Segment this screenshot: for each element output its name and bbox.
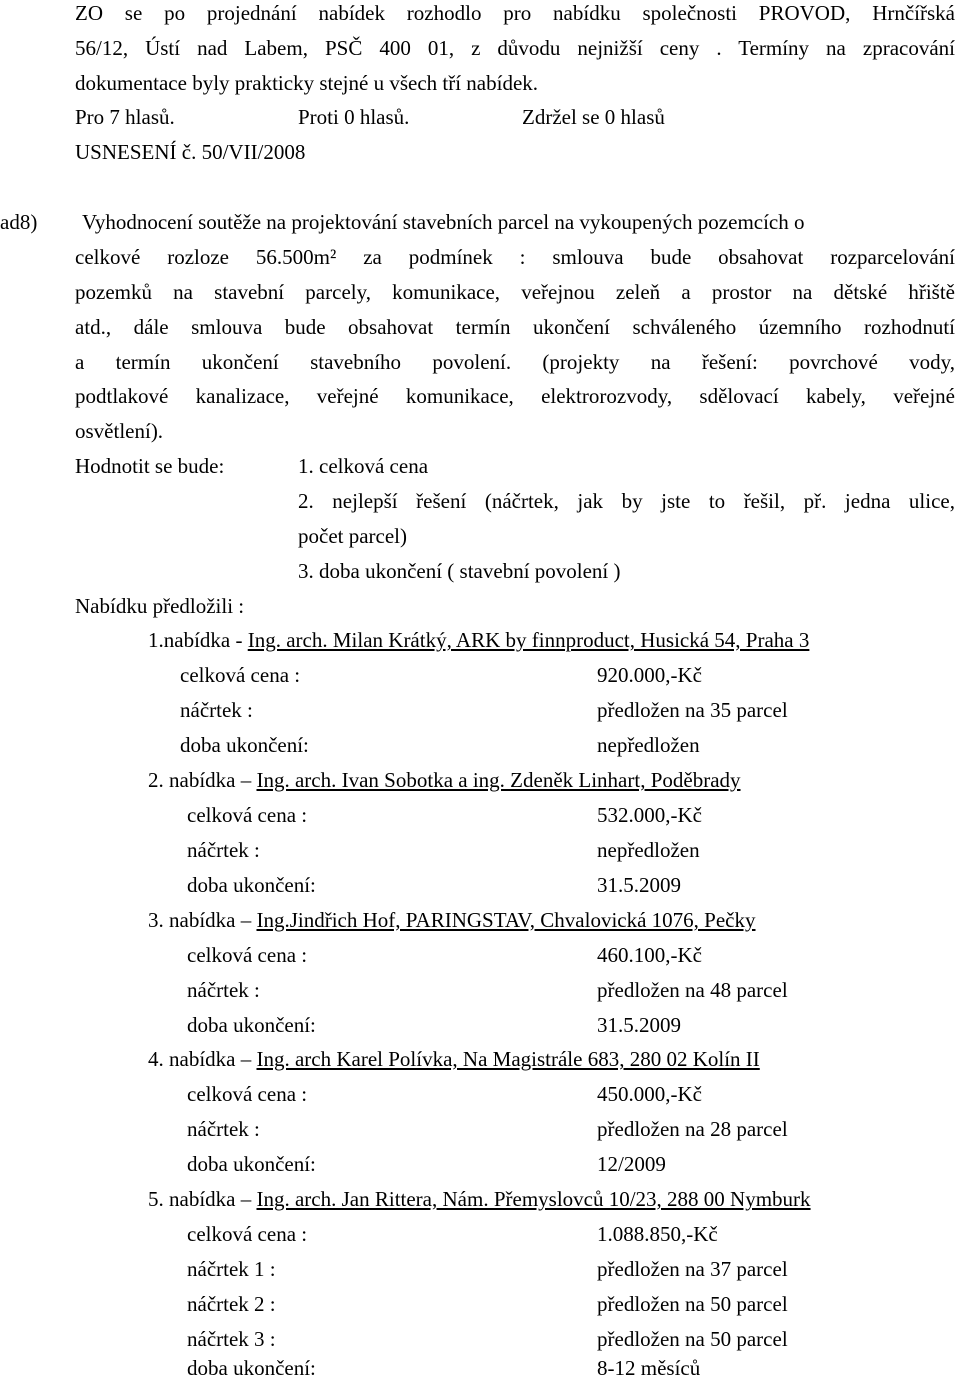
offer-3-row-value: předložen na 48 parcel bbox=[597, 978, 788, 1002]
offer-2-row-value: 31.5.2009 bbox=[597, 873, 681, 897]
offer-1-row-label: náčrtek : bbox=[180, 698, 253, 722]
item-line-5: a termín ukončení stavebního povolení. (projekty na řešení: povrchové vody, bbox=[75, 350, 955, 374]
offer-5-row-label: náčrtek 1 : bbox=[187, 1257, 276, 1281]
item-line-6: podtlakové kanalizace, veřejné komunikace, elektrorozvody, sdělovací kabely, veřejné bbox=[75, 384, 955, 408]
offer-2-row-label: náčrtek : bbox=[187, 838, 260, 862]
offer-title: Ing.Jindřich Hof, PARINGSTAV, Chvalovická 1076, Pečky bbox=[256, 908, 756, 932]
offer-prefix: 5. nabídka – bbox=[148, 1187, 257, 1211]
item-line-3: pozemků na stavební parcely, komunikace, veřejnou zeleň a prostor na dětské hřiště bbox=[75, 280, 955, 304]
offer-title: Ing. arch Karel Polívka, Na Magistrále 683, 280 02 Kolín II bbox=[256, 1047, 760, 1071]
offer-5-row-value: předložen na 37 parcel bbox=[597, 1257, 788, 1281]
offer-title: Ing. arch. Ivan Sobotka a ing. Zdeněk Linhart, Poděbrady bbox=[256, 768, 741, 792]
offer-4-row-label: náčrtek : bbox=[187, 1117, 260, 1141]
offer-2-row-value: nepředložen bbox=[597, 838, 700, 862]
item-line-4: atd., dále smlouva bude obsahovat termín ukončení schváleného územního rozhodnutí bbox=[75, 315, 955, 339]
intro-line-2: 56/12, Ústí nad Labem, PSČ 400 01, z důvodu nejnižší ceny . Termíny na zpracování bbox=[75, 36, 955, 60]
offer-5-row-value: předložen na 50 parcel bbox=[597, 1292, 788, 1316]
offer-3-row-label: náčrtek : bbox=[187, 978, 260, 1002]
offer-prefix: 2. nabídka – bbox=[148, 768, 257, 792]
offer-4-row-label: doba ukončení: bbox=[187, 1152, 316, 1176]
offer-5-row-value: 1.088.850,-Kč bbox=[597, 1222, 718, 1246]
offer-5-row-value: 8-12 měsíců bbox=[597, 1356, 701, 1380]
offer-3-row-label: celková cena : bbox=[187, 943, 308, 967]
resolution-number: USNESENÍ č. 50/VII/2008 bbox=[75, 140, 306, 164]
offer-prefix: 4. nabídka – bbox=[148, 1047, 257, 1071]
offer-2-row-label: celková cena : bbox=[187, 803, 308, 827]
offer-3-heading bbox=[148, 907, 756, 933]
criterion-2: 2. nejlepší řešení (náčrtek, jak by jste to řešil, př. jedna ulice, bbox=[298, 489, 955, 513]
offer-title: Ing. arch. Jan Rittera, Nám. Přemyslovců 10/23, 288 00 Nymburk bbox=[256, 1187, 811, 1211]
offer-1-heading bbox=[148, 627, 809, 653]
criterion-2-continued: počet parcel) bbox=[298, 524, 408, 548]
criterion-1: 1. celková cena bbox=[298, 454, 429, 478]
offer-3-row-label: doba ukončení: bbox=[187, 1013, 316, 1037]
offer-5-row-label: náčrtek 3 : bbox=[187, 1327, 276, 1351]
offer-5-row-label: náčrtek 2 : bbox=[187, 1292, 276, 1316]
vote-abstain: Zdržel se 0 hlasů bbox=[522, 105, 665, 129]
offer-3-row-value: 31.5.2009 bbox=[597, 1013, 681, 1037]
submitted-label: Nabídku předložili : bbox=[75, 594, 245, 618]
offer-4-heading bbox=[148, 1046, 760, 1072]
criterion-3: 3. doba ukončení ( stavební povolení ) bbox=[298, 559, 621, 583]
offer-4-row-value: předložen na 28 parcel bbox=[597, 1117, 788, 1141]
offer-1-row-value: 920.000,-Kč bbox=[597, 663, 702, 687]
offer-5-row-value: předložen na 50 parcel bbox=[597, 1327, 788, 1351]
vote-for: Pro 7 hlasů. bbox=[75, 105, 175, 129]
offer-title: Ing. arch. Milan Krátký, ARK by finnproduct, Husická 54, Praha 3 bbox=[247, 628, 810, 652]
criteria-label: Hodnotit se bude: bbox=[75, 454, 225, 478]
offer-1-row-label: doba ukončení: bbox=[180, 733, 309, 757]
offer-4-row-label: celková cena : bbox=[187, 1082, 308, 1106]
offer-2-row-value: 532.000,-Kč bbox=[597, 803, 702, 827]
offer-4-row-value: 450.000,-Kč bbox=[597, 1082, 702, 1106]
offer-4-row-value: 12/2009 bbox=[597, 1152, 666, 1176]
intro-line-3: dokumentace byly prakticky stejné u všech tří nabídek. bbox=[75, 71, 539, 95]
offer-prefix: 1.nabídka - bbox=[148, 628, 248, 652]
offer-2-heading bbox=[148, 767, 741, 793]
offer-1-row-value: předložen na 35 parcel bbox=[597, 698, 788, 722]
item-label: ad8) bbox=[0, 210, 38, 234]
offer-5-heading bbox=[148, 1186, 811, 1212]
offer-3-row-value: 460.100,-Kč bbox=[597, 943, 702, 967]
item-line-7: osvětlení). bbox=[75, 419, 164, 443]
offer-2-row-label: doba ukončení: bbox=[187, 873, 316, 897]
item-line-2: celkové rozloze 56.500m² za podmínek : smlouva bude obsahovat rozparcelování bbox=[75, 245, 955, 269]
offer-5-row-label: doba ukončení: bbox=[187, 1356, 316, 1380]
vote-against: Proti 0 hlasů. bbox=[298, 105, 410, 129]
intro-line-1: ZO se po projednání nabídek rozhodlo pro nabídku společnosti PROVOD, Hrnčířská bbox=[75, 1, 955, 25]
offer-prefix: 3. nabídka – bbox=[148, 908, 257, 932]
offer-1-row-value: nepředložen bbox=[597, 733, 700, 757]
offer-5-row-label: celková cena : bbox=[187, 1222, 308, 1246]
offer-1-row-label: celková cena : bbox=[180, 663, 301, 687]
item-line-1: Vyhodnocení soutěže na projektování stavebních parcel na vykoupených pozemcích o bbox=[82, 210, 805, 234]
